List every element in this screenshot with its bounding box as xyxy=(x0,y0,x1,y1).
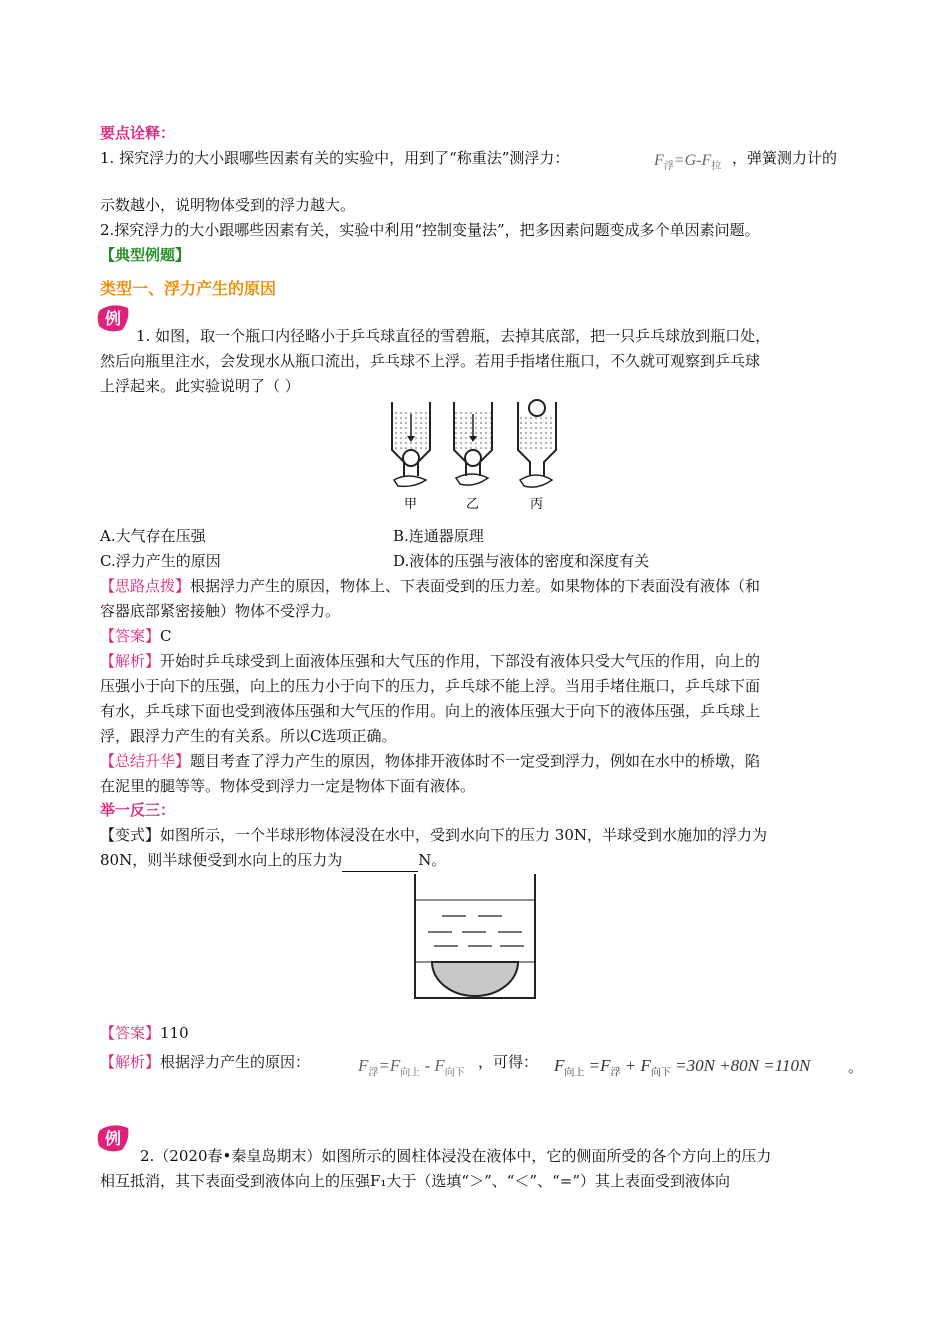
figure-label-bing: 丙 xyxy=(530,497,544,512)
example-1-question-line-2: 然后向瓶里注水，会发现水从瓶口流出，乒乓球不上浮。若用手指堵住瓶口，不久就可观察到乒乓球 xyxy=(100,352,761,370)
practice-heading: 举一反三： xyxy=(100,801,176,819)
variant-text-b: N。 xyxy=(418,851,447,869)
answer-line xyxy=(100,624,852,648)
summary-text-1: 题目考查了浮力产生的原因，物体排开液体时不一定受到浮力，例如在水中的桥墩，陷 xyxy=(190,752,761,770)
option-b[interactable]: B.连通器原理 xyxy=(393,527,484,545)
answer-value: C xyxy=(160,627,172,645)
example-2-line-2: 相互抵消，其下表面受到液体向上的压强F₁大于（选填“＞”、“＜”、“=”）其上表面受到液体向 xyxy=(100,1172,731,1190)
key-point-2: 2.探究浮力的大小跟哪些因素有关，实验中利用“控制变量法”，把多因素问题变成多个单因素问题。 xyxy=(100,221,760,239)
figure-label-jia: 甲 xyxy=(404,497,418,512)
hint-line-2: 容器底部紧密接触）物体不受浮力。 xyxy=(100,602,341,620)
option-d[interactable]: D.液体的压强与液体的密度和深度有关 xyxy=(393,552,650,570)
summary-line-1 xyxy=(100,749,852,773)
key-point-1-tail: ，弹簧测力计的 xyxy=(732,149,838,167)
buoyancy-formula-2: $F_{向上} =F_浮 + F_{向下} =30N +80N =110N$ xyxy=(554,1056,811,1079)
section-1-title: 类型一、浮力产生的原因 xyxy=(100,279,277,298)
example-1-question-line-3: 上浮起来。此实验说明了（ ） xyxy=(100,377,300,395)
analysis-text-1: 开始时乒乓球受到上面液体压强和大气压的作用，下部没有液体只受大气压的作用，向上的 xyxy=(160,652,761,670)
variant-analysis-tag: 【解析】 xyxy=(100,1053,161,1071)
bottle-jia-icon xyxy=(392,402,430,486)
formula-end-mark: 。 xyxy=(848,1058,864,1076)
bottle-yi-icon xyxy=(454,402,492,485)
analysis-line-2: 压强小于向下的压强，向上的压力小于向下的压力，乒乓球不能上浮。当用手堵住瓶口，乒乓球下面 xyxy=(100,677,761,695)
hemisphere-icon xyxy=(432,962,518,996)
option-c[interactable]: C.浮力产生的原因 xyxy=(100,552,221,570)
analysis-line-1 xyxy=(100,649,852,673)
key-point-1-text: 1. 探究浮力的大小跟哪些因素有关的实验中，用到了“称重法”测浮力： xyxy=(100,149,570,167)
analysis-line-3: 有水，乒乓球下面也受到液体压强和大气压的作用。向上的液体压强大于向下的液体压强，乒乓球上 xyxy=(100,702,761,720)
variant-answer-value: 110 xyxy=(160,1024,189,1042)
example-badge-2-label: 例 xyxy=(105,1129,122,1148)
summary-tag: 【总结升华】 xyxy=(100,752,191,770)
summary-line-2: 在泥里的腿等等。物体受到浮力一定是物体下面有液体。 xyxy=(100,777,476,795)
variant-text-a: 80N，则半球便受到水向上的压力为 xyxy=(100,851,343,869)
hemisphere-container-figure xyxy=(412,872,538,1000)
hint-text-1: 根据浮力产生的原因，物体上、下表面受到的压力差。如果物体的下表面没有液体（和 xyxy=(190,577,761,595)
typical-examples-heading: 【典型例题】 xyxy=(100,246,191,264)
weighing-formula: $F_浮=G-F_拉$ xyxy=(654,152,722,173)
hint-tag: 【思路点拨】 xyxy=(100,577,191,595)
analysis-line-4: 浮，跟浮力产生的有关系。所以C选项正确。 xyxy=(100,727,397,745)
example-1-question-line-1: 1. 如图，取一个瓶口内径略小于乒乓球直径的雪碧瓶，去掉其底部，把一只乒乓球放到瓶口处， xyxy=(136,327,771,345)
bottle-experiment-figure xyxy=(384,396,570,516)
option-a[interactable]: A.大气存在压强 xyxy=(100,527,206,545)
key-point-1-cont: 示数越小，说明物体受到的浮力越大。 xyxy=(100,196,356,214)
variant-comma-text: ，可得： xyxy=(478,1053,539,1071)
hint-line-1 xyxy=(100,574,852,598)
key-points-heading: 要点诠释： xyxy=(100,124,176,142)
example-badge-label: 例 xyxy=(105,309,122,328)
variant-analysis-text: 根据浮力产生的原因： xyxy=(160,1053,311,1071)
bottle-bing-icon xyxy=(518,400,556,487)
variant-answer-tag: 【答案】 xyxy=(100,1024,161,1042)
buoyancy-formula-1: $F_浮=F_{向上} - F_{向下}$ xyxy=(358,1056,465,1079)
figure-label-yi: 乙 xyxy=(466,497,480,512)
variant-line-1: 【变式】如图所示，一个半球形物体浸没在水中，受到水向下的压力 30N，半球受到水施加的浮力为 xyxy=(100,826,767,844)
variant-answer-line xyxy=(100,1021,852,1045)
analysis-tag: 【解析】 xyxy=(100,652,161,670)
answer-tag: 【答案】 xyxy=(100,627,161,645)
answer-blank[interactable] xyxy=(342,855,418,872)
example-2-line-1: 2.（2020春•秦皇岛期末）如图所示的圆柱体浸没在液体中，它的侧面所受的各个方向上的压力 xyxy=(140,1147,772,1165)
variant-line-2 xyxy=(100,848,852,872)
